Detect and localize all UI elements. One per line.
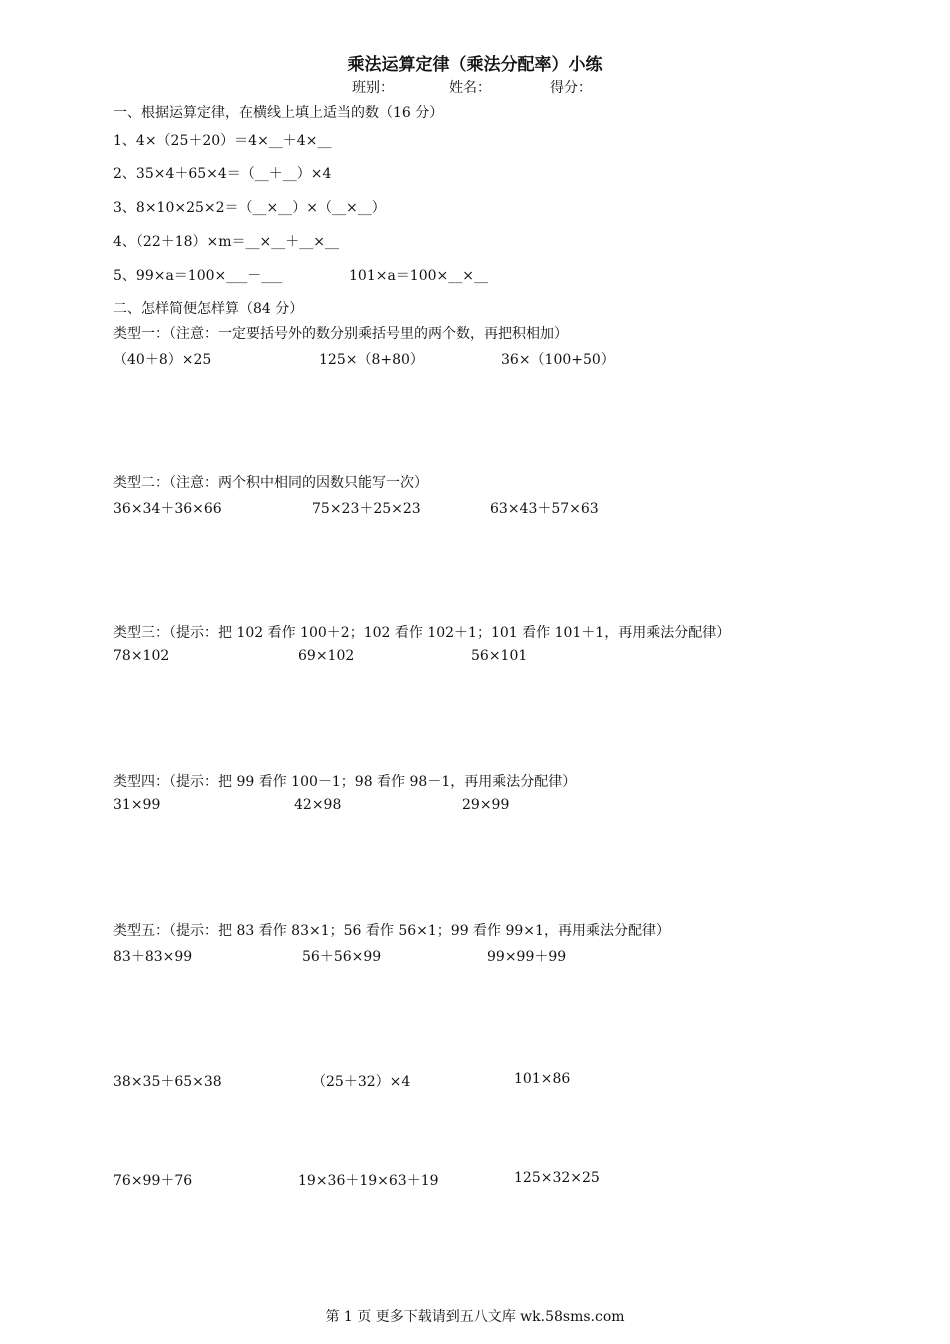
type1-problem-3: 36×（100+50） bbox=[501, 352, 615, 368]
extra-row2-problem-3: 125×32×25 bbox=[514, 1170, 600, 1186]
type2-problem-2: 75×23＋25×23 bbox=[312, 501, 421, 517]
fill-item-3: 3、8×10×25×2＝（__×__）×（__×__） bbox=[113, 200, 386, 216]
type5-problem-1: 83＋83×99 bbox=[113, 949, 193, 965]
type5-problem-3: 99×99＋99 bbox=[487, 949, 567, 965]
type3-problem-2: 69×102 bbox=[298, 648, 355, 664]
type2-problem-1: 36×34＋36×66 bbox=[113, 501, 222, 517]
type4-title: 类型四：（提示：把 99 看作 100－1；98 看作 98－1，再用乘法分配律） bbox=[113, 774, 577, 790]
fill-item-2: 2、35×4＋65×4＝（__＋__）×4 bbox=[113, 166, 332, 182]
extra-row2-problem-1: 76×99＋76 bbox=[113, 1173, 193, 1189]
type3-problem-3: 56×101 bbox=[471, 648, 528, 664]
type4-problem-1: 31×99 bbox=[113, 797, 161, 813]
type3-problem-1: 78×102 bbox=[113, 648, 170, 664]
type2-title: 类型二：（注意：两个积中相同的因数只能写一次） bbox=[113, 475, 428, 491]
part1-heading: 一、根据运算定律，在横线上填上适当的数（16 分） bbox=[113, 105, 444, 121]
type5-problem-2: 56＋56×99 bbox=[302, 949, 382, 965]
fill-item-1: 1、4×（25＋20）＝4×__＋4×__ bbox=[113, 133, 332, 149]
page-footer: 第 1 页 更多下载请到五八文库 wk.58sms.com bbox=[325, 1309, 625, 1325]
fill-item-5b: 101×a＝100×__×__ bbox=[349, 268, 488, 284]
type5-title: 类型五：（提示：把 83 看作 83×1；56 看作 56×1；99 看作 99×1，再用乘法分配律） bbox=[113, 923, 670, 939]
class-label: 班别： bbox=[352, 80, 394, 96]
fill-item-4: 4、（22＋18）×m＝__×__＋__×__ bbox=[113, 234, 340, 250]
extra-row1-problem-3: 101×86 bbox=[514, 1071, 571, 1087]
type2-problem-3: 63×43＋57×63 bbox=[490, 501, 599, 517]
extra-row1-problem-2: （25＋32）×4 bbox=[312, 1074, 411, 1090]
type4-problem-3: 29×99 bbox=[462, 797, 510, 813]
name-label: 姓名： bbox=[449, 80, 491, 96]
part2-heading: 二、怎样简便怎样算（84 分） bbox=[113, 301, 304, 317]
type1-title: 类型一：（注意：一定要括号外的数分别乘括号里的两个数，再把积相加） bbox=[113, 326, 568, 342]
page-title: 乘法运算定律（乘法分配率）小练 bbox=[347, 55, 603, 75]
extra-row2-problem-2: 19×36＋19×63＋19 bbox=[298, 1173, 439, 1189]
extra-row1-problem-1: 38×35＋65×38 bbox=[113, 1074, 222, 1090]
fill-item-5: 5、99×a＝100×___－___ bbox=[113, 268, 283, 284]
type1-problem-1: （40＋8）×25 bbox=[113, 352, 212, 368]
type3-title: 类型三：（提示：把 102 看作 100＋2；102 看作 102＋1；101 看作 101＋1，再用乘法分配律） bbox=[113, 625, 731, 641]
score-label: 得分： bbox=[550, 80, 592, 96]
type1-problem-2: 125×（8+80） bbox=[319, 352, 424, 368]
type4-problem-2: 42×98 bbox=[294, 797, 342, 813]
